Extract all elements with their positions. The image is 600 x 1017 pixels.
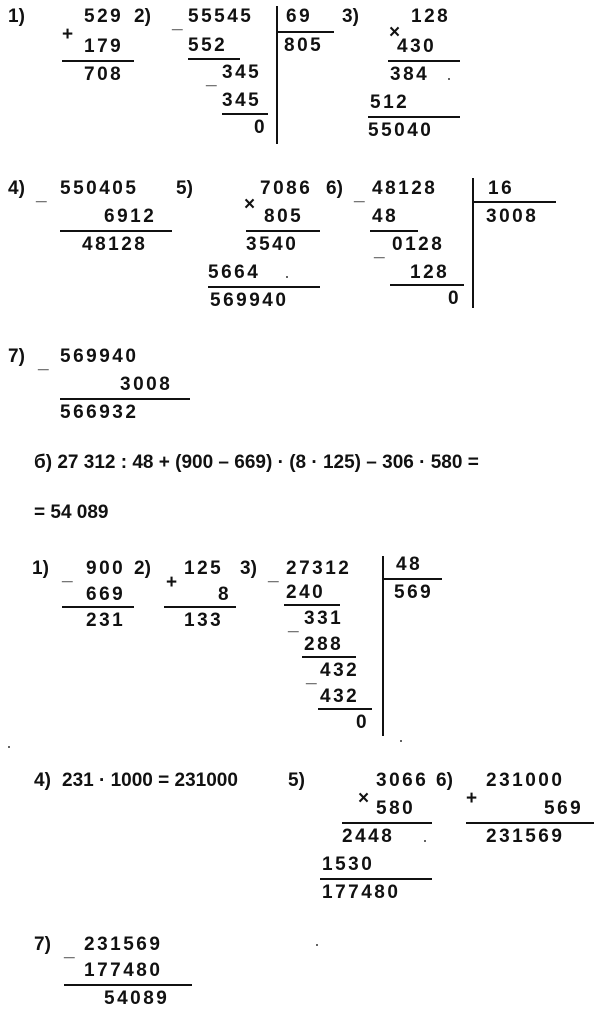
subtrahend: 177480 — [84, 960, 163, 981]
minus-sign: _ — [206, 68, 217, 89]
minuend: 550405 — [60, 178, 139, 199]
dividend: 27312 — [286, 558, 352, 579]
subtrahend: 3008 — [120, 374, 173, 395]
addend-2: 569 — [544, 798, 584, 819]
factor-1: 128 — [411, 6, 451, 27]
partial-product: 384 — [390, 64, 430, 85]
result-line — [466, 822, 594, 824]
division-bar — [276, 6, 278, 144]
product-result: 569940 — [210, 290, 289, 311]
scan-speck — [316, 944, 318, 946]
divisor: 16 — [488, 178, 515, 199]
problem-label: 7) — [34, 934, 51, 955]
plus-sign: + — [62, 24, 74, 45]
division-bar — [382, 556, 384, 736]
shift-dot — [286, 276, 288, 278]
divisor-line — [278, 31, 334, 33]
division-step: 0128 — [392, 234, 445, 255]
minuend: 231569 — [84, 934, 163, 955]
sum-result: 133 — [184, 610, 224, 631]
minus-sign: _ — [62, 564, 73, 585]
shift-dot — [424, 840, 426, 842]
minus-sign: _ — [172, 12, 183, 33]
times-sign: × — [389, 22, 401, 43]
dividend: 48128 — [372, 178, 438, 199]
division-remainder: 0 — [356, 712, 370, 733]
sum-result: 708 — [84, 64, 124, 85]
expression-line: б) 27 312 : 48 + (900 – 669) · (8 · 125) – 306 · 580 = — [34, 452, 479, 473]
division-step: 345 — [222, 90, 262, 111]
divisor: 69 — [286, 6, 313, 27]
division-step: 432 — [320, 660, 360, 681]
problem-label: 1) — [32, 558, 49, 579]
problem-label: 3) — [342, 6, 359, 27]
difference-result: 54089 — [104, 988, 170, 1009]
problem-label: 4) — [8, 178, 25, 199]
plus-sign: + — [166, 572, 178, 593]
division-remainder: 0 — [254, 117, 268, 138]
product-result: 177480 — [322, 882, 401, 903]
problem-label: 2) — [134, 558, 151, 579]
division-step: 240 — [286, 582, 326, 603]
minus-sign: _ — [64, 940, 75, 961]
problem-label: 3) — [240, 558, 257, 579]
factor-2: 805 — [264, 206, 304, 227]
dividend: 55545 — [188, 6, 254, 27]
difference-result: 566932 — [60, 402, 139, 423]
sum-result: 231569 — [486, 826, 565, 847]
result-line — [164, 606, 236, 608]
times-sign: × — [358, 788, 370, 809]
step-line — [370, 230, 418, 232]
problem-label: 5) — [176, 178, 193, 199]
minus-sign: _ — [374, 240, 385, 261]
result-line — [60, 230, 172, 232]
difference-result: 231 — [86, 610, 126, 631]
minuend: 900 — [86, 558, 126, 579]
addend-2: 179 — [84, 36, 124, 57]
division-step: 345 — [222, 62, 262, 83]
factor-2: 430 — [397, 36, 437, 57]
division-step: 48 — [372, 206, 399, 227]
quotient: 3008 — [486, 206, 539, 227]
problem-label: 4) — [34, 770, 51, 791]
division-step: 552 — [188, 35, 228, 56]
problem-label: 1) — [8, 6, 25, 27]
result-line — [246, 230, 320, 232]
expression-line: 231 · 1000 = 231000 — [62, 770, 238, 791]
subtrahend: 6912 — [104, 206, 157, 227]
result-line — [62, 60, 134, 62]
step-line — [318, 708, 372, 710]
division-bar — [472, 178, 474, 308]
scan-speck — [400, 740, 402, 742]
factor-2: 580 — [376, 798, 416, 819]
divisor-line — [384, 578, 442, 580]
division-step: 288 — [304, 634, 344, 655]
factor-1: 3066 — [376, 770, 429, 791]
plus-sign: + — [466, 788, 478, 809]
divisor: 48 — [396, 554, 423, 575]
division-step: 432 — [320, 686, 360, 707]
partial-product: 512 — [370, 92, 410, 113]
division-step: 331 — [304, 608, 344, 629]
problem-label: 5) — [288, 770, 305, 791]
partial-product: 3540 — [246, 234, 299, 255]
step-line — [222, 113, 268, 115]
addend-1: 529 — [84, 6, 124, 27]
problem-label: 6) — [436, 770, 453, 791]
minus-sign: _ — [306, 666, 317, 687]
result-line — [388, 60, 460, 62]
result-line — [368, 116, 460, 118]
result-line — [62, 606, 134, 608]
expression-result: = 54 089 — [34, 502, 109, 523]
partial-product: 2448 — [342, 826, 395, 847]
partial-product: 5664 — [208, 262, 261, 283]
product-result: 55040 — [368, 120, 434, 141]
problem-label: 7) — [8, 346, 25, 367]
addend-1: 125 — [184, 558, 224, 579]
division-step: 128 — [410, 262, 450, 283]
problem-label: 2) — [134, 6, 151, 27]
scan-speck — [8, 746, 10, 748]
result-line — [60, 398, 190, 400]
subtrahend: 669 — [86, 584, 126, 605]
step-line — [188, 58, 240, 60]
minuend: 569940 — [60, 346, 139, 367]
divisor-line — [474, 201, 556, 203]
difference-result: 48128 — [82, 234, 148, 255]
step-line — [302, 656, 356, 658]
factor-1: 7086 — [260, 178, 313, 199]
result-line — [208, 286, 320, 288]
addend-2: 8 — [218, 584, 232, 605]
minus-sign: _ — [288, 614, 299, 635]
minus-sign: _ — [36, 184, 47, 205]
quotient: 805 — [284, 35, 324, 56]
quotient: 569 — [394, 582, 434, 603]
result-line — [320, 878, 432, 880]
minus-sign: _ — [268, 564, 279, 585]
minus-sign: _ — [38, 352, 49, 373]
result-line — [64, 984, 192, 986]
shift-dot — [448, 78, 450, 80]
step-line — [390, 284, 464, 286]
addend-1: 231000 — [486, 770, 565, 791]
minus-sign: _ — [354, 184, 365, 205]
partial-product: 1530 — [322, 854, 375, 875]
result-line — [342, 822, 432, 824]
division-remainder: 0 — [448, 288, 462, 309]
times-sign: × — [244, 194, 256, 215]
step-line — [284, 604, 340, 606]
problem-label: 6) — [326, 178, 343, 199]
